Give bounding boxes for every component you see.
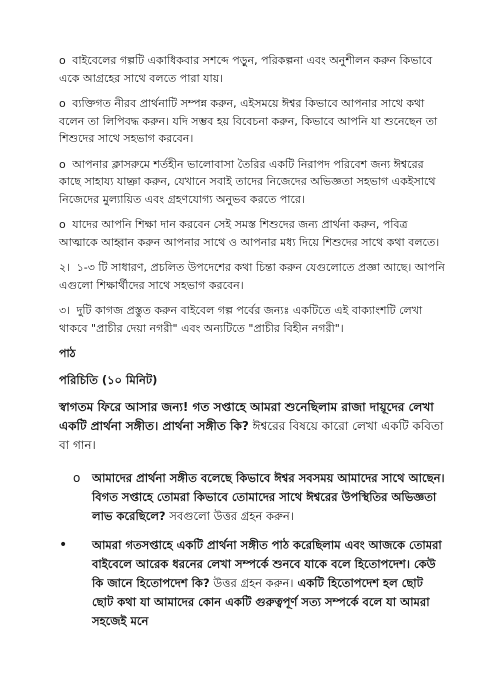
list-item xyxy=(59,469,447,526)
bullet-marker: o xyxy=(59,218,66,231)
list-marker: • xyxy=(59,537,68,553)
prep-item-text: ব্যক্তিগত নীরব প্রার্থনাটি সম্পন্ন করুন, এইসময়ে ঈশ্বর কিভাবে আপনার সাথে কথা বলেন তা লিপিবদ্ধ করুন। যদি সম্ভব হয় বিবেচনা করুন, কিভাবে আপনি যা শুনেছেন তা শিশুদের সাথে সহভাগ করবেন। xyxy=(59,97,438,145)
intro-bold-text: স্বাগতম ফিরে আসার জন্য! গত সপ্তাহে আমরা শুনেছিলাম রাজা দায়ূদের লেখা একটি প্রার্থনা সঙ্গীত। প্রার্থনা সঙ্গীত কি? xyxy=(59,400,434,433)
prep-item-3 xyxy=(59,156,447,209)
list-item xyxy=(59,536,447,631)
list-item-normal-text: উত্তর গ্রহন করুন। xyxy=(209,576,294,590)
list-item-normal-text: সবগুলো উত্তর গ্রহন করুন। xyxy=(165,509,294,523)
bullet-marker: o xyxy=(59,157,66,171)
section-heading: পাঠ xyxy=(59,347,76,360)
list-item-bold-text-2: একটি হিতোপদেশ হল ছোট ছোট কথা যা আমাদের কোন একটি গুরুত্বপূর্ণ সত্য সম্পর্কে বলে যা আমরা সহজেই মনে xyxy=(92,576,430,628)
subsection-heading: পরিচিতি (১০ মিনিট) xyxy=(59,373,158,387)
list-item-bold-text: আমরা গতসপ্তাহে একটি প্রার্থনা সঙ্গীত পাঠ করেছিলাম এবং আজকে তোমরা বাইবেলে আরেক ধরনের লেখা সম্পর্কে শুনবে যাকে বলে হিতোপদেশ। কেউ কি জানে হিতোপদেশ কি? xyxy=(92,538,442,590)
prep-item-text: আপনার ক্লাসরুমে শর্তহীন ভালোবাসা তৈরির একটি নিরাপদ পরিবেশ জন্য ঈশ্বরের কাছে সাহায্য যাচ্ঞা করুন, যেখানে সবাই তাদের নিজেদের অভিজ্ঞতা সহভাগ একইসাথে নিজেদের মুল্যায়িত এবং গ্রহণযোগ্য অনুভব করতে পারে। xyxy=(59,157,436,206)
list-item-bold-text: আমাদের প্রার্থনা সঙ্গীত বলেছে কিভাবে ঈশ্বর সবসময় আমাদের সাথে আছেন। বিগত সপ্তাহে তোমরা কিভাবে তোমাদের সাথে ঈশ্বরের উপস্থিতির অভিজ্ঞতা লাভ করেছিলে? xyxy=(92,471,445,523)
list-marker: o xyxy=(73,471,81,485)
bullet-marker: o xyxy=(59,54,66,67)
bullet-marker: o xyxy=(59,97,66,110)
prep-item-4 xyxy=(59,216,447,251)
prep-item-6 xyxy=(59,302,447,337)
intro-paragraph xyxy=(59,398,447,455)
prep-item-text: ১-৩ টি সাধারণ, প্রচলিত উপদেশের কথা চিন্তা করুন যেগুলোতে প্রজ্ঞা আছে। আপনি এগুলো শিক্ষার্থীদের সাথে সহভাগ করবেন। xyxy=(59,261,445,292)
prep-item-5 xyxy=(59,259,447,294)
prep-item-text: দুটি কাগজ প্রস্তুত করুন বাইবেল গল্প পর্বের জন্যঃ একটিতে এই বাক্যাংশটি লেখা থাকবে "প্রাচীর দেয়া নগরী" এবং অন্যটিতে "প্রাচীর বিহীন নগরী"। xyxy=(59,304,423,335)
number-marker: ২। xyxy=(59,261,71,274)
prep-item-1 xyxy=(59,52,447,87)
prep-item-text: যাদের আপনি শিক্ষা দান করবেন সেই সমস্ত শিশুদের জন্য প্রার্থনা করুন, পবিত্র আত্মাকে আহ্বান করুন আপনার সাথে ও আপনার মধ্য দিয়ে শিশুদের সাথে কথা বলতে। xyxy=(59,218,440,249)
prep-item-2 xyxy=(59,95,447,148)
number-marker: ৩। xyxy=(59,304,71,317)
intro-normal-text: ঈশ্বরের বিষয়ে কারো লেখা একটি কবিতা বা গান। xyxy=(59,419,444,452)
prep-item-text: বাইবেলের গল্পটি একাধিকবার সশব্দে পড়ুন, পরিকল্পনা এবং অনুশীলন করুন কিভাবে একে আগ্রহের সাথে বলতে পারা যায়। xyxy=(59,54,433,85)
